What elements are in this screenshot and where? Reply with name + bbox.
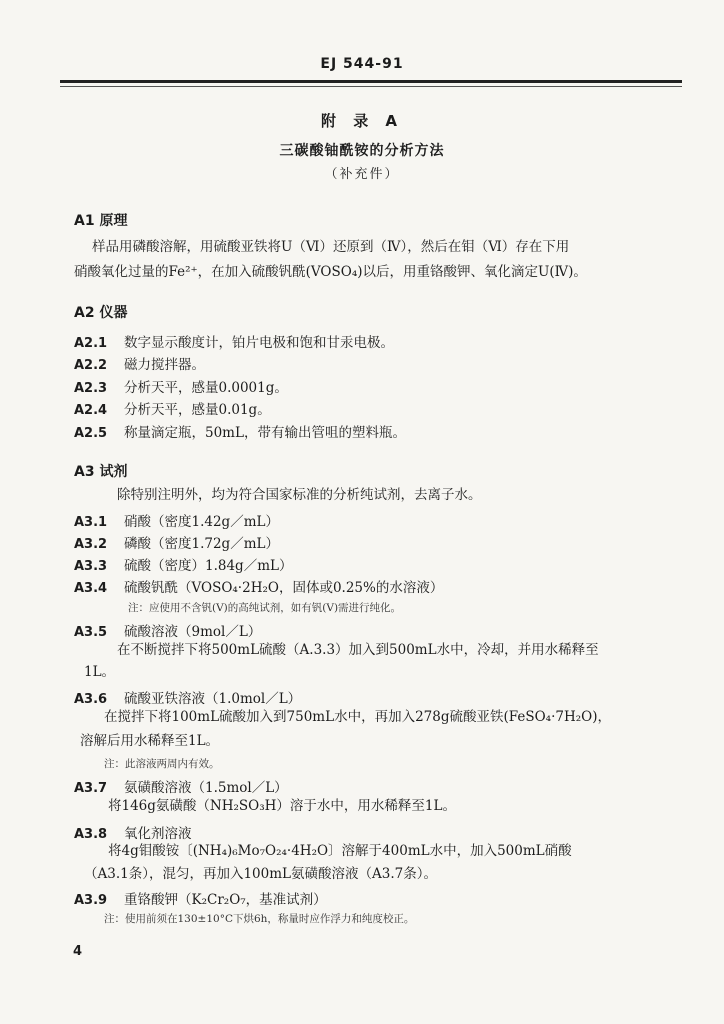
a3-item [74, 776, 288, 796]
item-text: 数字显示酸度计，铂片电极和饱和甘汞电极。 [124, 335, 394, 351]
item-text: 硫酸亚铁溶液（1.0mol／L） [124, 691, 302, 707]
item-number: A2.1 [74, 336, 108, 351]
appendix-subtitle: （补充件） [324, 167, 400, 182]
a3-item [74, 888, 327, 908]
item-text: 硫酸钒酰（VOSO₄·2H₂O，固体或0.25%的水溶液） [124, 580, 444, 596]
appendix-title: 三碳酸铀酰铵的分析方法 [279, 143, 445, 159]
a3-5-text-line-2: 1L。 [84, 664, 116, 680]
item-text: 磷酸（密度1.72g／mL） [124, 536, 279, 552]
a2-item [74, 331, 394, 351]
a3-5-text-line-1: 在不断搅拌下将500mL硫酸（A.3.3）加入到500mL水中，冷却，并用水稀释至 [117, 642, 599, 658]
a3-item [74, 554, 292, 574]
item-number: A2.4 [74, 403, 108, 418]
a2-item [74, 398, 271, 418]
item-number: A2.3 [74, 381, 108, 396]
a3-item [74, 510, 279, 530]
header-rule-thick [60, 80, 682, 83]
item-number: A3.1 [74, 515, 108, 530]
item-text: 硫酸溶液（9mol／L） [124, 624, 262, 640]
item-text: 磁力搅拌器。 [124, 357, 205, 373]
a2-item [74, 421, 406, 441]
a3-9-note: 注：使用前须在130±10°C下烘6h，称量时应作浮力和纯度校正。 [104, 913, 415, 925]
a3-item [74, 687, 301, 707]
appendix-label: 附 录 A [320, 112, 404, 130]
item-number: A3.5 [74, 625, 108, 640]
item-number: A3.4 [74, 581, 108, 596]
a3-item [74, 576, 443, 596]
item-text: 重铬酸钾（K₂Cr₂O₇，基准试剂） [124, 892, 327, 908]
item-text: 硫酸（密度）1.84g／mL） [124, 558, 293, 574]
a3-8-text-line-2: （A3.1条），混匀，再加入100mL氨磺酸溶液（A3.7条）。 [84, 866, 437, 882]
section-a1-heading: A1 原理 [74, 213, 128, 229]
header-rule-thin [60, 86, 682, 87]
a2-item [74, 353, 205, 373]
standard-code-header: EJ 544-91 [320, 56, 404, 72]
a3-intro: 除特别注明外，均为符合国家标准的分析纯试剂，去离子水。 [117, 487, 482, 503]
section-a3-heading: A3 试剂 [74, 464, 128, 480]
a3-6-text-line-2: 溶解后用水稀释至1L。 [80, 733, 220, 749]
a3-7-text: 将146g氨磺酸（NH₂SO₃H）溶于水中，用水稀释至1L。 [108, 798, 456, 814]
section-a2-heading: A2 仪器 [74, 305, 128, 321]
item-number: A3.9 [74, 893, 108, 908]
item-number: A2.2 [74, 358, 108, 373]
a3-item [74, 532, 279, 552]
item-text: 氧化剂溶液 [124, 826, 192, 842]
a2-item [74, 376, 288, 396]
item-number: A2.5 [74, 426, 108, 441]
a3-6-text-line-1: 在搅拌下将100mL硫酸加入到750mL水中，再加入278g硫酸亚铁(FeSO₄·7H₂O)， [104, 709, 611, 725]
a3-item [74, 822, 192, 842]
a3-item [74, 620, 261, 640]
a3-8-text-line-1: 将4g钼酸铵〔(NH₄)₆Mo₇O₂₄·4H₂O〕溶解于400mL水中，加入500mL硝酸 [108, 843, 572, 859]
item-text: 分析天平，感量0.0001g。 [124, 380, 288, 396]
item-number: A3.8 [74, 827, 108, 842]
page-number: 4 [73, 944, 83, 959]
item-number: A3.3 [74, 559, 108, 574]
a3-6-note: 注：此溶液两周内有效。 [104, 758, 220, 770]
a3-4-note: 注：应使用不含钒(Ⅴ)的高纯试剂，如有钒(Ⅴ)需进行纯化。 [128, 602, 402, 614]
a1-paragraph-line-2: 硝酸氧化过量的Fe²⁺，在加入硫酸钒酰(VOSO₄)以后，用重铬酸钾、氧化滴定U(Ⅳ)。 [74, 264, 587, 280]
a1-paragraph-line-1: 样品用磷酸溶解，用硫酸亚铁将U（Ⅵ）还原到（Ⅳ），然后在钼（Ⅵ）存在下用 [92, 239, 570, 255]
item-text: 称量滴定瓶，50mL，带有输出管咀的塑料瓶。 [124, 425, 406, 441]
item-number: A3.2 [74, 537, 108, 552]
item-text: 硝酸（密度1.42g／mL） [124, 514, 279, 530]
item-text: 氨磺酸溶液（1.5mol／L） [124, 780, 288, 796]
item-number: A3.6 [74, 692, 108, 707]
item-text: 分析天平，感量0.01g。 [124, 402, 271, 418]
item-number: A3.7 [74, 781, 108, 796]
